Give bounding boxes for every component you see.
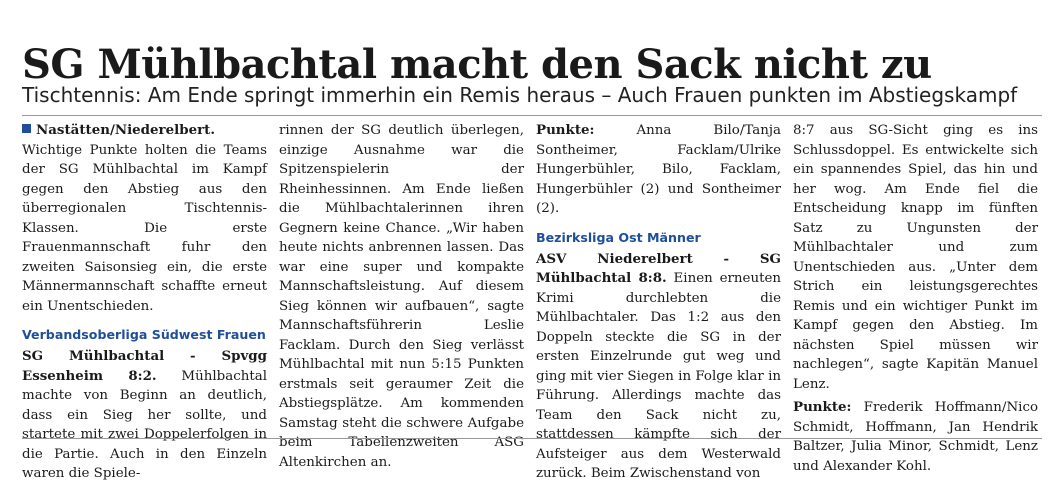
men-match-paragraph bbox=[536, 250, 781, 484]
blue-square-icon bbox=[22, 124, 31, 133]
section-heading-women: Verbandsoberliga Südwest Frauen bbox=[22, 327, 266, 342]
column-3 bbox=[536, 121, 781, 481]
intro-paragraph bbox=[22, 121, 267, 316]
men-points-text: Frederik Hoffmann/Nico Schmidt, Hoffmann, Jan Hendrik Baltzer, Julia Minor, Schmidt, Lenz und Alexander Kohl. bbox=[793, 400, 1038, 474]
article-subline: Tischtennis: Am Ende springt immerhin ein Remis heraus – Auch Frauen punkten im Abstiegskampf bbox=[22, 83, 1018, 107]
dateline: Nastätten/Niederelbert. bbox=[36, 122, 216, 138]
column-1 bbox=[22, 121, 267, 481]
women-points-paragraph bbox=[536, 121, 781, 219]
column-4 bbox=[793, 121, 1038, 474]
men-match-result: ASV Niederelbert - SG Mühlbachtal 8:8. bbox=[536, 250, 781, 286]
intro-text: Wichtige Punkte holten die Teams der SG Mühlbachtal im Kampf gegen den Abstieg aus den überregionalen Tischtennis-Klassen. Die erste Frauenmannschaft fuhr den zweiten Saisonsieg ein, die erste Männermannschaft schaffte erneut ein Unentschieden. bbox=[22, 142, 267, 314]
women-match-text: Mühlbachtal machte von Beginn an deutlich, dass ein Sieg her sollte, und startete mit zwei Doppelerfolgen in die Partie. Auch in den Einzeln waren die Spiele- bbox=[22, 368, 267, 481]
women-points-label: Punkte: bbox=[536, 122, 595, 138]
article-body bbox=[22, 121, 1038, 481]
article-headline: SG Mühlbachtal macht den Sack nicht zu bbox=[22, 40, 932, 88]
section-heading-men: Bezirksliga Ost Männer bbox=[536, 229, 701, 245]
bottom-divider bbox=[22, 438, 1042, 439]
women-match-result: SG Mühlbachtal - Spvgg Essenheim 8:2. bbox=[22, 348, 267, 384]
men-points-label: Punkte: bbox=[793, 399, 852, 415]
men-match-continued: 8:7 aus SG-Sicht ging es ins Schlussdoppel. Es entwickelte sich ein spannendes Spiel, das hin und her wog. Am Ende fiel die Entscheidung knapp im fünften Satz zu Ungunsten der Mühlbachtaler und zum Unentschieden aus. „Unter dem Strich ein leistungsgerechtes Remis und ein wichtiger Punkt im Kampf gegen den Abstieg. Im nächsten Spiel müssen wir nachlegen“, sagte Kapitän Manuel Lenz. bbox=[793, 123, 1038, 392]
column-2 bbox=[279, 121, 524, 470]
men-match-text: Einen erneuten Krimi durchlebten die Mühlbachtaler. Das 1:2 aus den Doppeln steckte die SG in der ersten Einzelrunde gut weg und ging mit vier Siegen in Folge klar in Führung. Allerdings machte das Team den Sack nicht zu, stattdessen kämpfte sich der Aufsteiger aus dem Westerwald zurück. Beim Zwischenstand von bbox=[536, 271, 781, 481]
top-divider bbox=[22, 115, 1042, 116]
women-points-text: Anna Bilo/Tanja Sontheimer, Facklam/Ulrike Hungerbühler, Bilo, Facklam, Hungerbühler (2) und Sontheimer (2). bbox=[536, 123, 781, 216]
women-match-paragraph bbox=[22, 347, 267, 484]
women-match-continued: rinnen der SG deutlich überlegen, einzige Ausnahme war die Spitzenspielerin der Rheinhessinnen. Am Ende ließen die Mühlbachtalerinnen ihren Gegnern keine Chance. „Wir haben heute nichts anbrennen lassen. Das war eine super und kompakte Mannschaftsleistung. Auf diesem Sieg können wir aufbauen“, sagte Mannschaftsführerin Leslie Facklam. Durch den Sieg verlässt Mühlbachtal mit nun 5:15 Punkten erstmals seit geraumer Zeit die Abstiegsplätze. Am kommenden Samstag steht die schwere Aufgabe beim Tabellenzweiten ASG Altenkirchen an. bbox=[279, 123, 524, 470]
men-points-paragraph bbox=[793, 398, 1038, 476]
